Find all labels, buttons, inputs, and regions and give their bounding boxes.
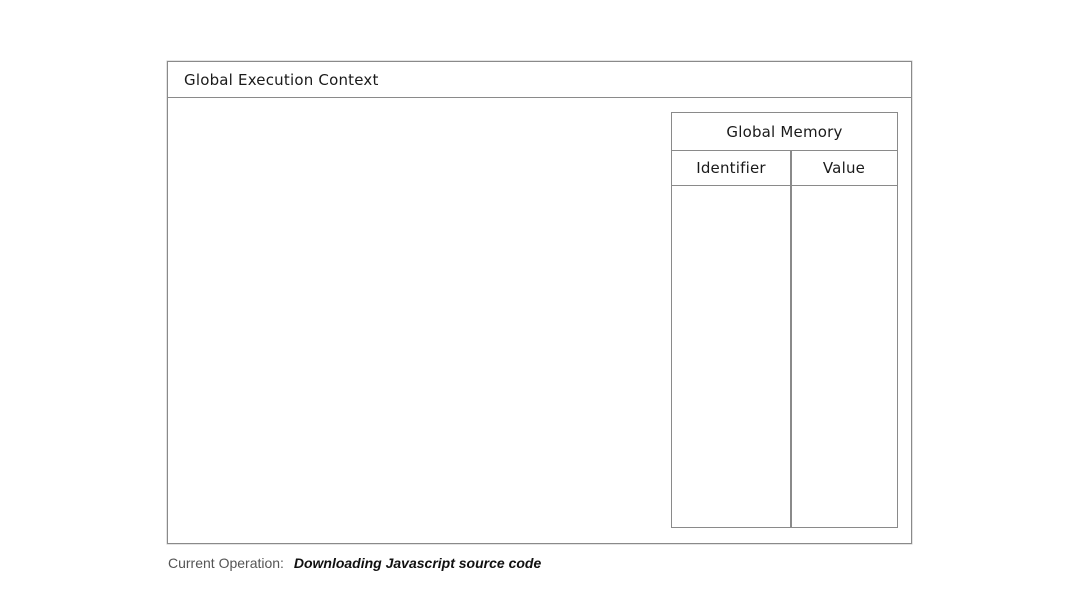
column-header-identifier: Identifier	[696, 159, 766, 177]
global-memory-table	[671, 112, 898, 528]
global-memory-title: Global Memory	[726, 123, 843, 141]
current-operation-status	[168, 555, 541, 571]
global-execution-context-panel	[167, 61, 912, 544]
execution-context-title: Global Execution Context	[184, 71, 379, 89]
global-memory-body	[672, 186, 897, 527]
current-operation-value: Downloading Javascript source code	[293, 555, 542, 571]
global-memory-header-row	[672, 151, 897, 186]
execution-context-header	[168, 62, 911, 98]
current-operation-label: Current Operation:	[168, 555, 284, 571]
column-header-value: Value	[822, 159, 866, 177]
global-memory-title-row	[672, 113, 897, 151]
